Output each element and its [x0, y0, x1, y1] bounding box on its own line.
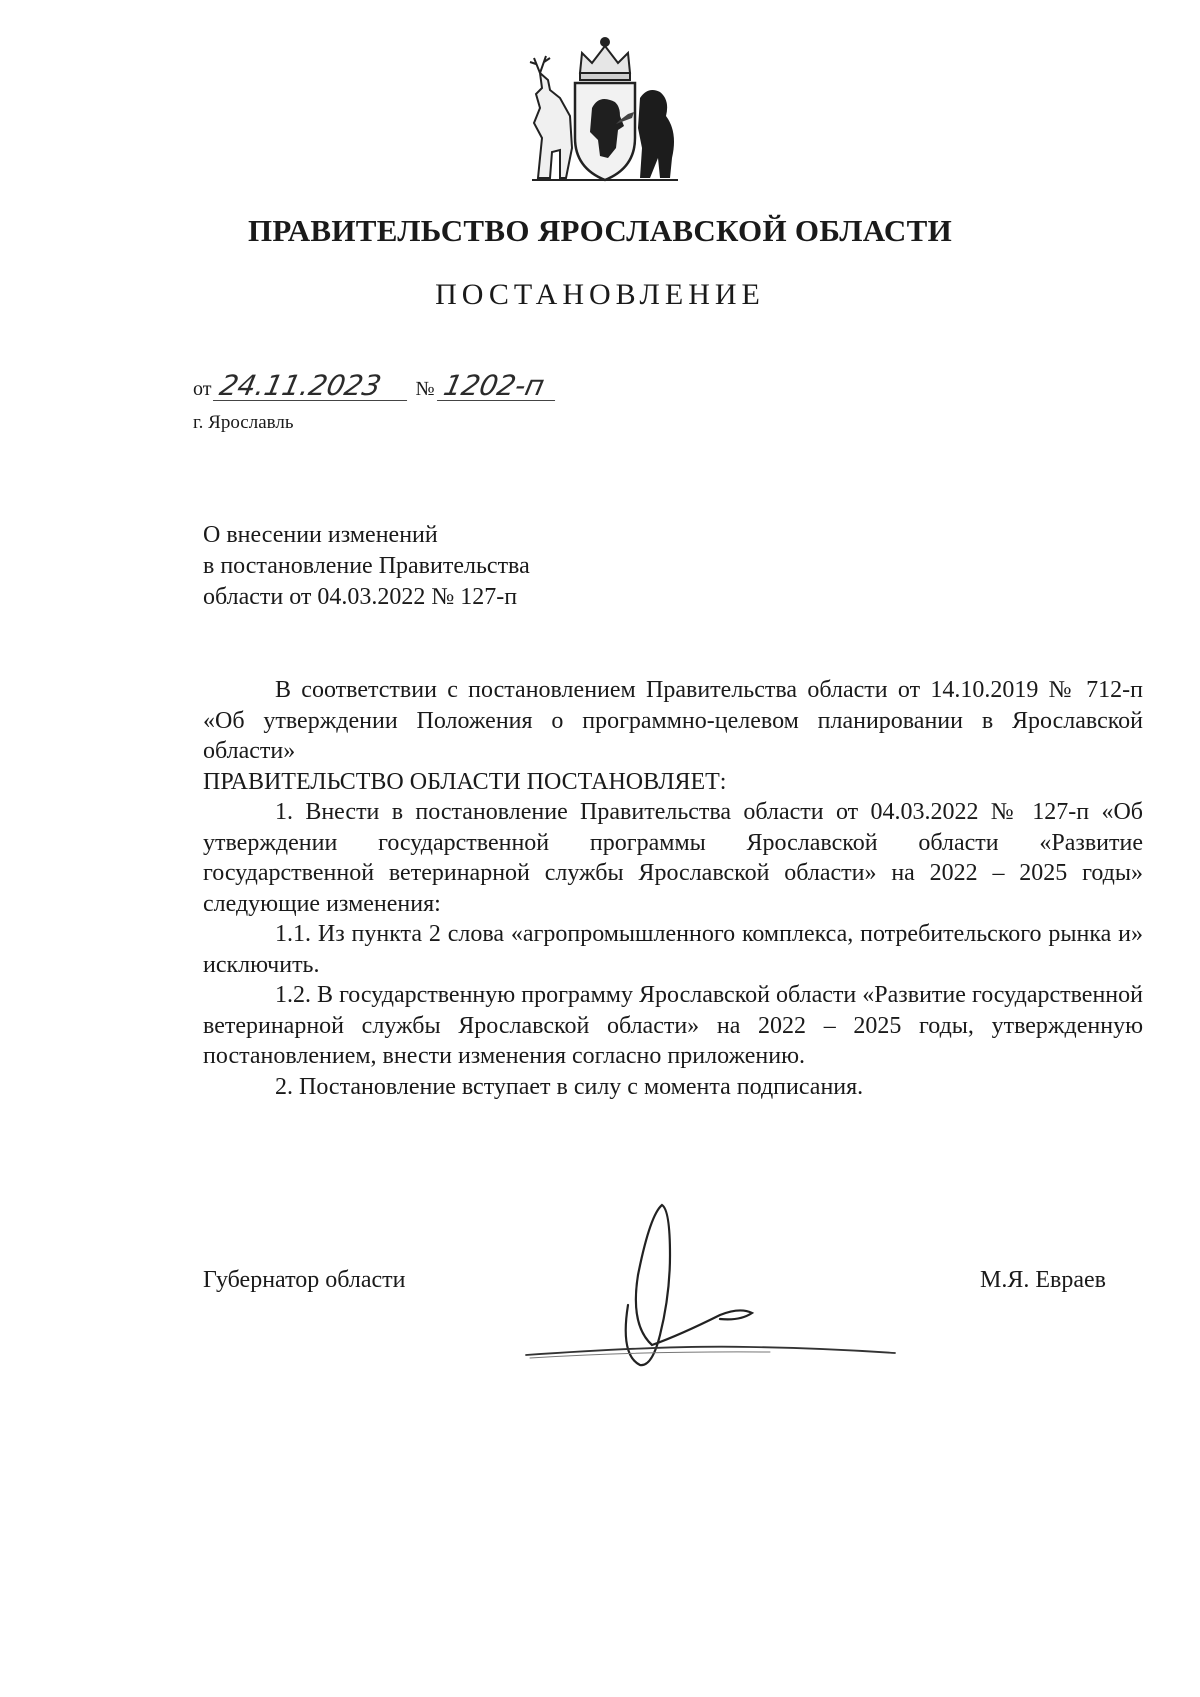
- body-intro: В соответствии с постановлением Правительства области от 14.10.2019 № 712-п «Об утверждении Положения о программно-целевом планировании в Ярославской области»: [203, 677, 1143, 764]
- body-item-1-1: 1.1. Из пункта 2 слова «агропромышленного комплекса, потребительского рынка и» исключить.: [203, 921, 1143, 978]
- handwritten-signature: [520, 1195, 940, 1385]
- document-body: [203, 675, 1143, 1102]
- date-label: от: [193, 378, 212, 400]
- body-resolves: ПРАВИТЕЛЬСТВО ОБЛАСТИ ПОСТАНОВЛЯЕТ:: [203, 768, 727, 795]
- body-item-1: 1. Внести в постановление Правительства области от 04.03.2022 № 127-п «Об утверждении государственной программы Ярославской области «Развитие государственной ветеринарной службы Ярославской области» на 2022 – 2025 годы» следующие изменения:: [203, 799, 1143, 917]
- body-item-1-2: 1.2. В государственную программу Ярославской области «Развитие государственной ветеринарной службы Ярославской области» на 2022 – 2025 годы, утвержденную постановлением, внести изменения согласно приложению.: [203, 982, 1143, 1069]
- document-date: 24.11.2023: [213, 372, 413, 401]
- subject-line: в постановление Правительства: [203, 553, 530, 579]
- number-label: №: [415, 378, 435, 400]
- document-dateline: [193, 369, 558, 402]
- coat-of-arms-emblem: [520, 28, 690, 198]
- body-item-2: 2. Постановление вступает в силу с момента подписания.: [275, 1073, 864, 1100]
- document-subject: [203, 520, 530, 613]
- government-title: ПРАВИТЕЛЬСТВО ЯРОСЛАВСКОЙ ОБЛАСТИ: [248, 213, 952, 248]
- document-city: г. Ярославль: [193, 412, 294, 433]
- signer-role: Губернатор области: [203, 1267, 406, 1293]
- subject-line: О внесении изменений: [203, 522, 438, 548]
- subject-line: области от 04.03.2022 № 127-п: [203, 584, 518, 610]
- document-type: ПОСТАНОВЛЕНИЕ: [435, 278, 765, 311]
- document-number: 1202-п: [436, 372, 560, 401]
- signer-name: М.Я. Евраев: [980, 1267, 1106, 1293]
